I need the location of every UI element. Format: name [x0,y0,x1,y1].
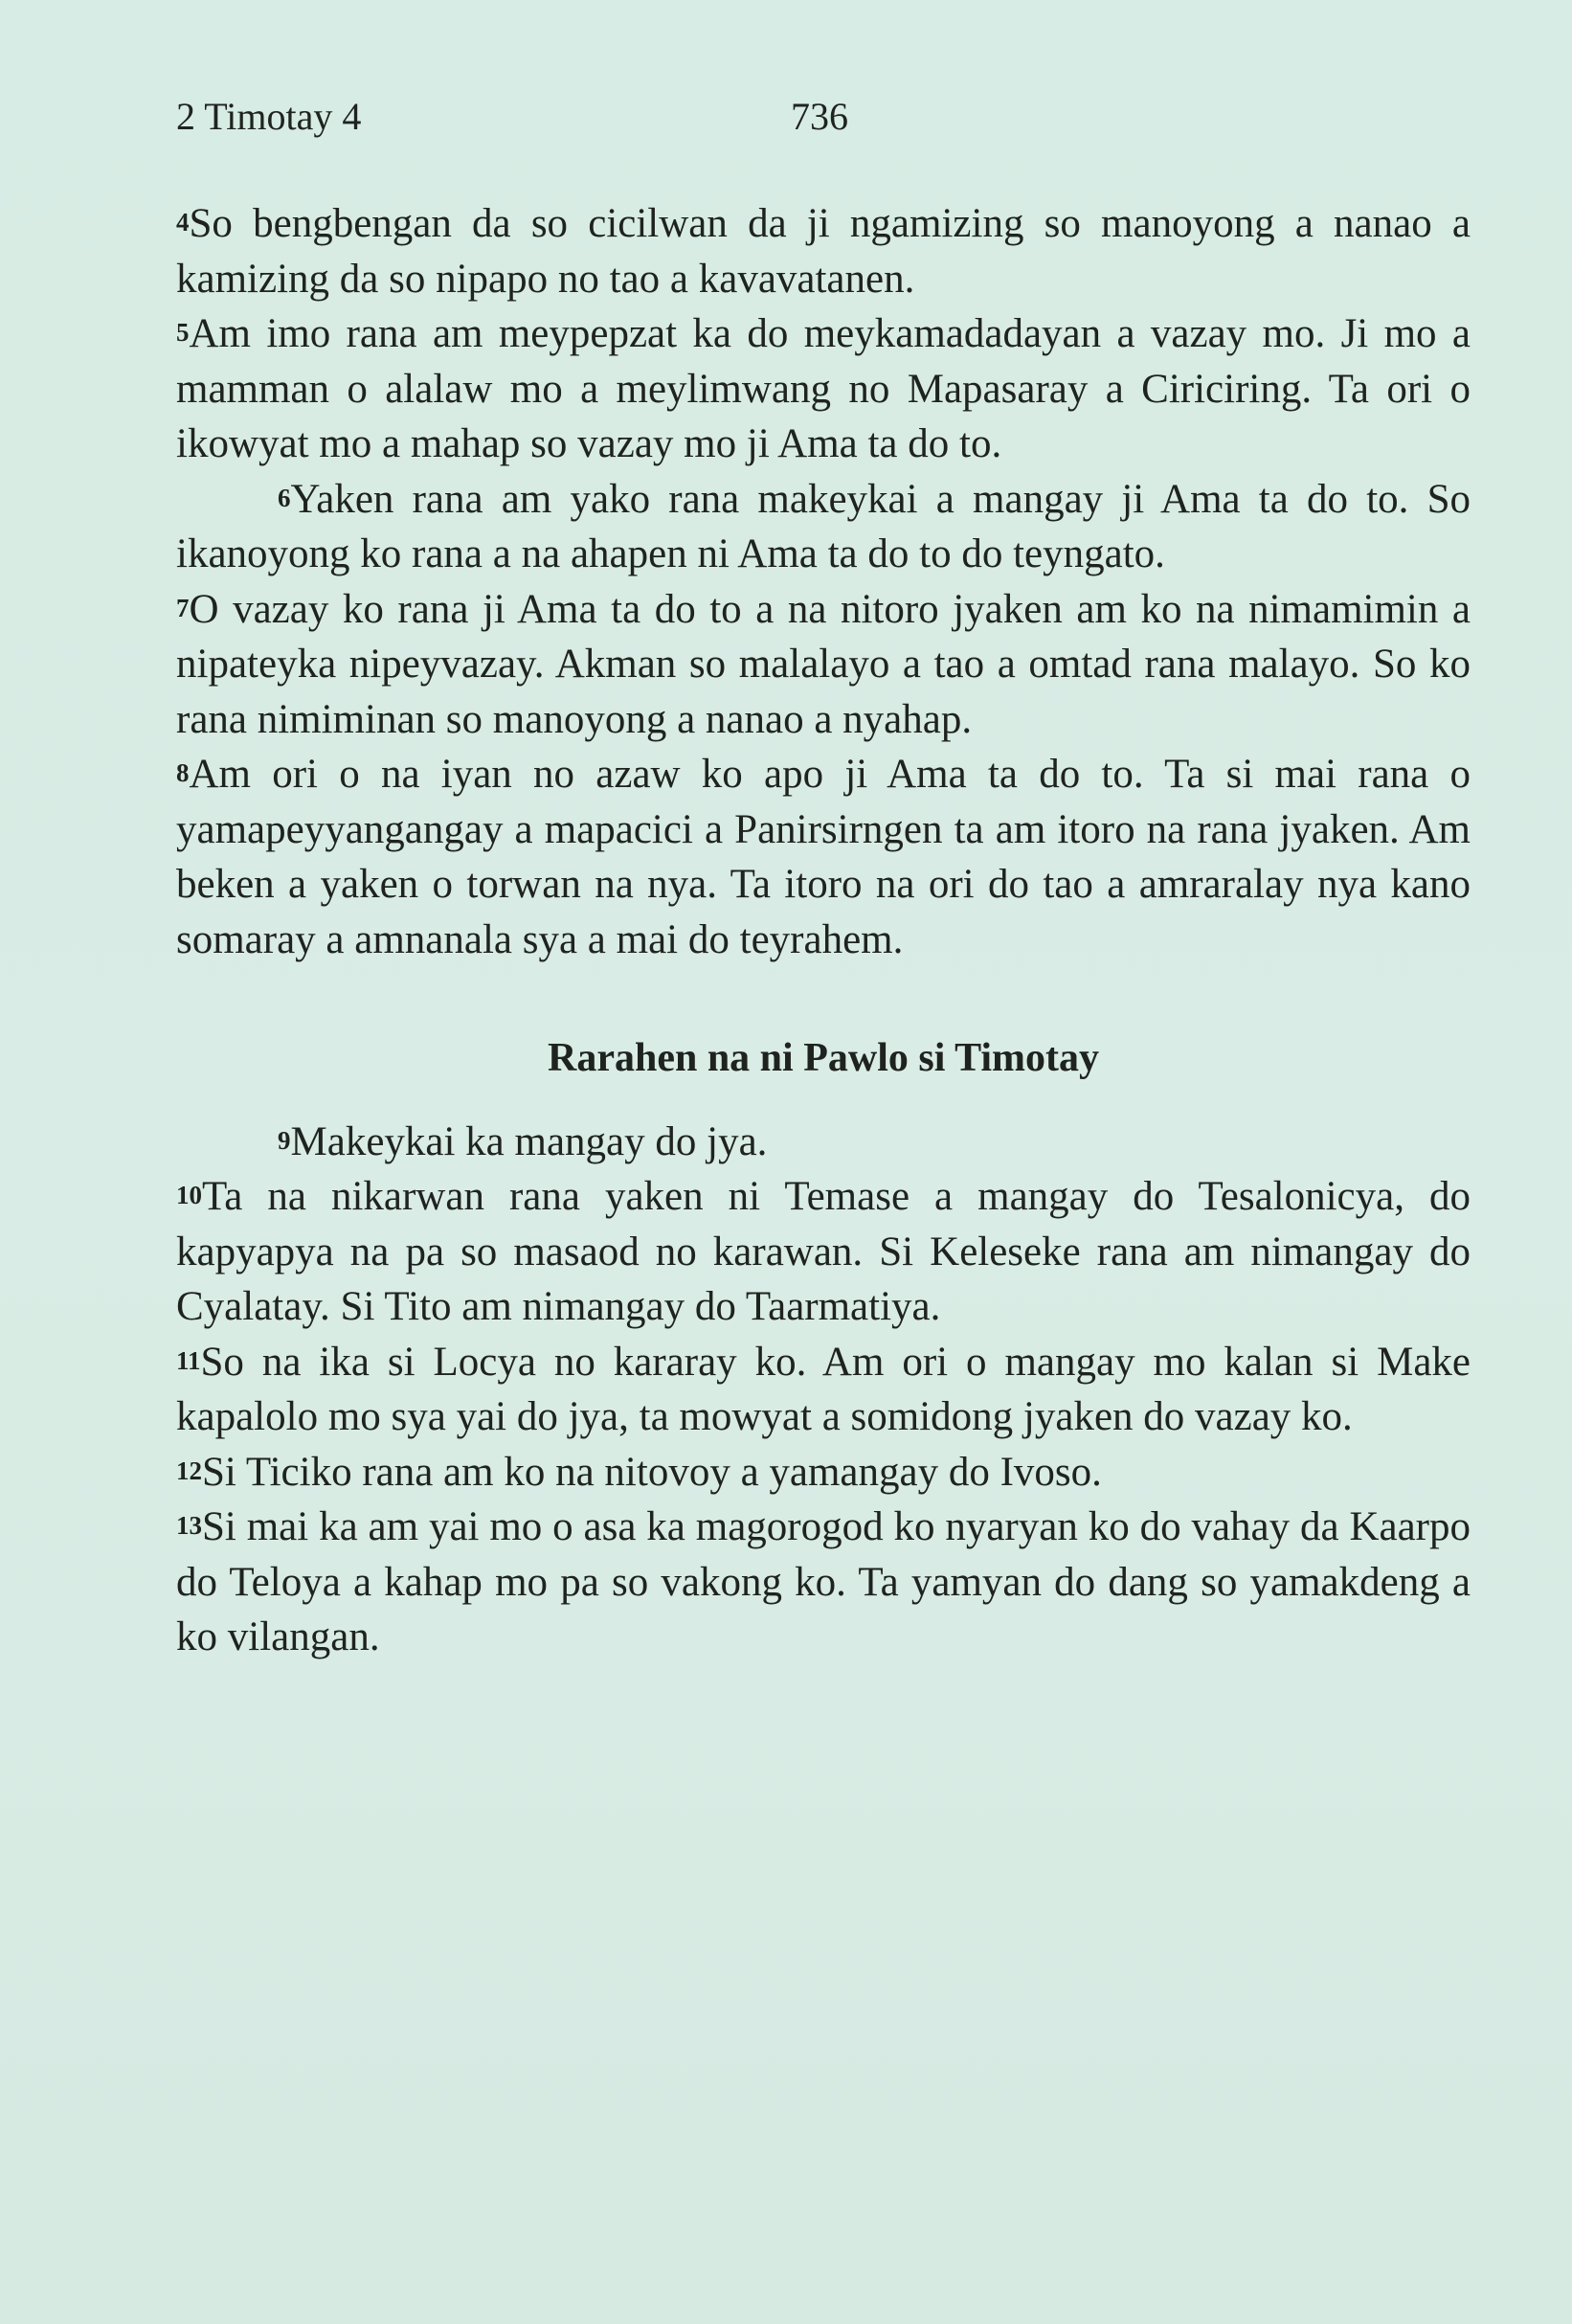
verse-paragraph [176,306,1471,472]
section-heading: Rarahen na ni Pawlo si Timotay [547,1036,1100,1080]
verse-text: O vazay ko rana ji Ama ta do to a na nitoro jyaken am ko na nimamimin a nipateyka nipeyvazay. Akman so malalayo a tao a omtad rana malayo. So ko rana nimiminan so manoyong a nanao a nyahap. [176,586,1471,742]
page-number: 736 [791,95,848,138]
verse-number: 4 [176,208,190,237]
verse-paragraph [176,1500,1471,1665]
verse-paragraph [176,1115,1471,1170]
verse-paragraph [176,472,1471,582]
heading-gap [176,1087,1471,1115]
verse-paragraph [176,1445,1471,1500]
verse-text: Si Ticiko rana am ko na nitovoy a yamangay do Ivoso. [202,1449,1102,1495]
verse-text: So na ika si Locya no kararay ko. Am ori o mangay mo kalan si Make kapalolo mo sya yai do jya, ta mowyat a somidong jyaken do vazay ko. [176,1339,1471,1439]
verse-number: 12 [176,1455,202,1485]
verse-paragraph [176,196,1471,306]
page-body [176,196,1471,1665]
verse-text: Am ori o na iyan no azaw ko apo ji Ama ta do to. Ta si mai rana o yamapeyyangangay a mapacici a Panirsirngen ta am itoro na rana jyaken. Am beken a yaken o torwan na nya. Ta itoro na ori do tao a amraralay nya kano somaray a amnanala sya a mai do teyrahem. [176,752,1471,962]
verse-number: 7 [176,593,190,622]
running-head: 2 Timotay 4 [176,95,362,138]
verse-number: 13 [176,1511,202,1540]
verse-text: Yaken rana am yako rana makeykai a mangay ji Ama ta do to. So ikanoyong ko rana a na ahapen ni Ama ta do to do teyngato. [176,476,1471,576]
verse-text: Si mai ka am yai mo o asa ka magorogod ko nyaryan ko do vahay da Kaarpo do Teloya a kahap mo pa so vakong ko. Ta yamyan do dang so yamakdeng a ko vilangan. [176,1504,1471,1659]
verse-number: 6 [278,483,291,512]
verse-text: Makeykai ka mangay do jya. [290,1118,768,1164]
verse-number: 9 [278,1125,291,1155]
verse-paragraph [176,747,1471,967]
verse-paragraph [176,1335,1471,1445]
verse-text: Ta na nikarwan rana yaken ni Temase a mangay do Tesalonicya, do kapyapya na pa so masaod no karawan. Si Keleseke rana am nimangay do Cyalatay. Si Tito am nimangay do Taarmatiya. [176,1174,1471,1329]
verse-number: 10 [176,1181,202,1209]
verse-paragraph [176,1169,1471,1335]
verse-number: 8 [176,758,190,787]
verse-number: 5 [176,318,190,347]
verse-text: Am imo rana am meypepzat ka do meykamadadayan a vazay mo. Ji mo a mamman o alalaw mo a meylimwang no Mapasaray a Ciriciring. Ta ori o ikowyat mo a mahap so vazay mo ji Ama ta do to. [176,311,1471,466]
page-header [176,88,1471,146]
verse-text: So bengbengan da so cicilwan da ji ngamizing so manoyong a nanao a kamizing da so nipapo no tao a kavavatanen. [176,201,1471,302]
verse-number: 11 [176,1345,201,1375]
verse-paragraph [176,582,1471,748]
